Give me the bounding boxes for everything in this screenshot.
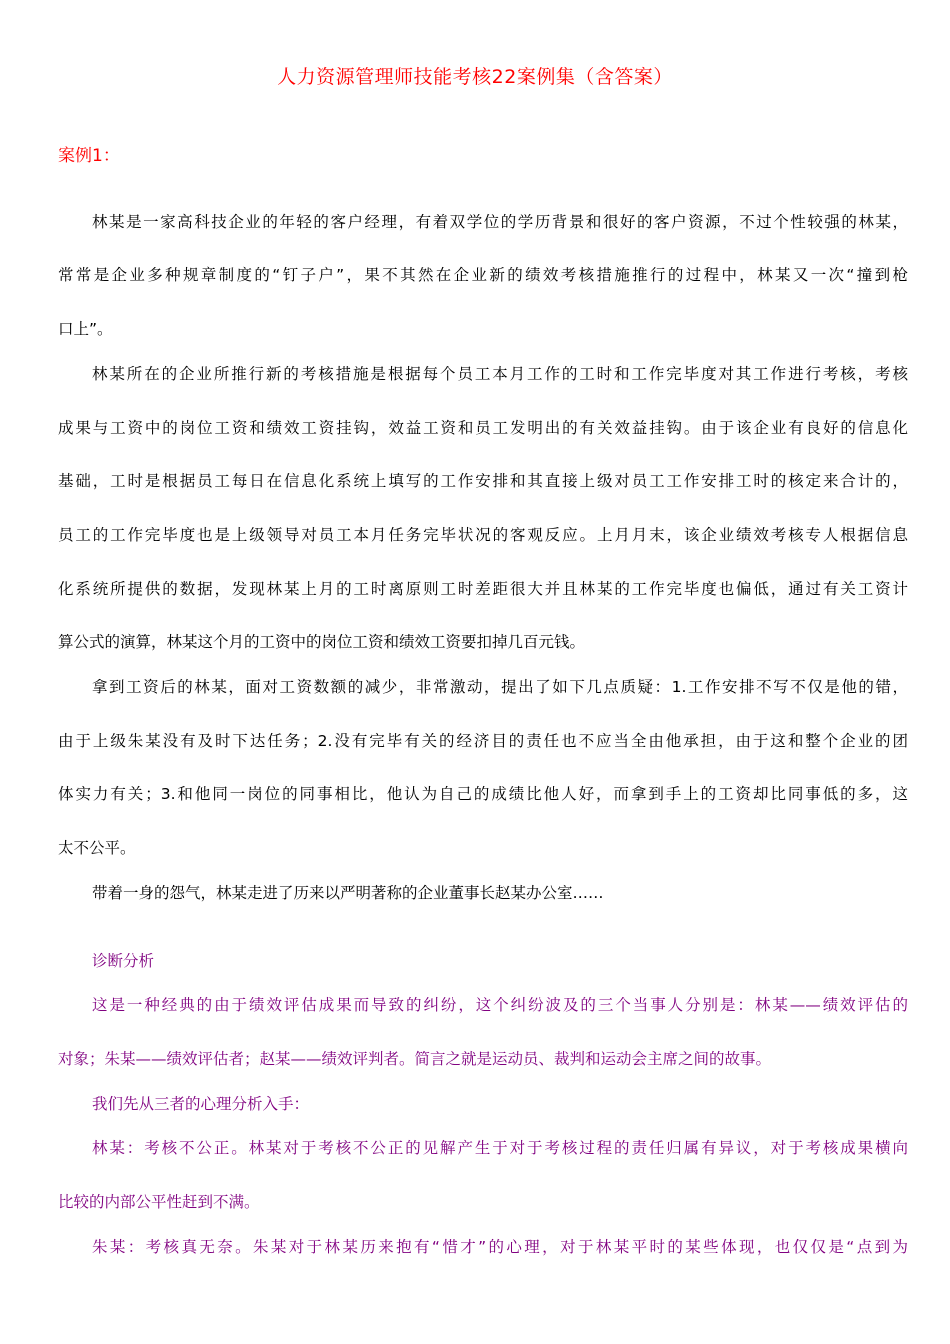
analysis-line: 对象；朱某——绩效评估者；赵某——绩效评判者。简言之就是运动员、裁判和运动会主席之间的故事。 bbox=[58, 1050, 772, 1068]
paragraph-line: 带着一身的怨气，林某走进了历来以严明著称的企业董事长赵某办公室…… bbox=[92, 884, 604, 902]
paragraph-line: 林某是一家高科技企业的年轻的客户经理，有着双学位的学历背景和很好的客户资源，不过个性较强的林某， bbox=[92, 213, 908, 231]
paragraph-line: 员工的工作完毕度也是上级领导对员工本月任务完毕状况的客观反应。上月月末，该企业绩效考核专人根据信息 bbox=[58, 526, 908, 544]
document-title: 人力资源管理师技能考核22案例集（含答案） bbox=[277, 66, 673, 88]
diagnosis-heading: 诊断分析 bbox=[92, 952, 155, 970]
analysis-line: 这是一种经典的由于绩效评估成果而导致的纠纷，这个纠纷波及的三个当事人分别是：林某——绩效评估的 bbox=[92, 996, 908, 1014]
analysis-line: 我们先从三者的心理分析入手： bbox=[92, 1095, 310, 1113]
paragraph-line: 基础，工时是根据员工每日在信息化系统上填写的工作安排和其直接上级对员工工作安排工时的核定来合计的， bbox=[58, 472, 908, 490]
paragraph-line: 林某所在的企业所推行新的考核措施是根据每个员工本月工作的工时和工作完毕度对其工作进行考核，考核 bbox=[92, 365, 908, 383]
paragraph-line: 成果与工资中的岗位工资和绩效工资挂钩，效益工资和员工发明出的有关效益挂钩。由于该企业有良好的信息化 bbox=[58, 419, 908, 437]
paragraph-line: 体实力有关；3.和他同一岗位的同事相比，他认为自己的成绩比他人好，而拿到手上的工资却比同事低的多，这 bbox=[58, 785, 908, 803]
paragraph-line: 常常是企业多种规章制度的“钉子户”，果不其然在企业新的绩效考核措施推行的过程中，林某又一次“撞到枪 bbox=[58, 266, 908, 284]
paragraph-line: 拿到工资后的林某，面对工资数额的减少，非常激动，提出了如下几点质疑：1.工作安排不写不仅是他的错， bbox=[92, 678, 908, 696]
case-heading: 案例1： bbox=[58, 146, 120, 166]
paragraph-line: 化系统所提供的数据，发现林某上月的工时离原则工时差距很大并且林某的工作完毕度也偏低，通过有关工资计 bbox=[58, 580, 908, 598]
paragraph-line: 口上”。 bbox=[58, 320, 113, 338]
paragraph-line: 由于上级朱某没有及时下达任务；2.没有完毕有关的经济目的责任也不应当全由他承担，由于这和整个企业的团 bbox=[58, 732, 908, 750]
analysis-line: 朱某：考核真无奈。朱某对于林某历来抱有“惜才”的心理，对于林某平时的某些体现，也仅仅是“点到为 bbox=[92, 1238, 908, 1256]
analysis-line: 比较的内部公平性赶到不满。 bbox=[58, 1193, 260, 1211]
paragraph-line: 算公式的演算，林某这个月的工资中的岗位工资和绩效工资要扣掉几百元钱。 bbox=[58, 633, 586, 651]
paragraph-line: 太不公平。 bbox=[58, 839, 136, 857]
analysis-line: 林某：考核不公正。林某对于考核不公正的见解产生于对于考核过程的责任归属有异议，对于考核成果横向 bbox=[92, 1139, 908, 1157]
